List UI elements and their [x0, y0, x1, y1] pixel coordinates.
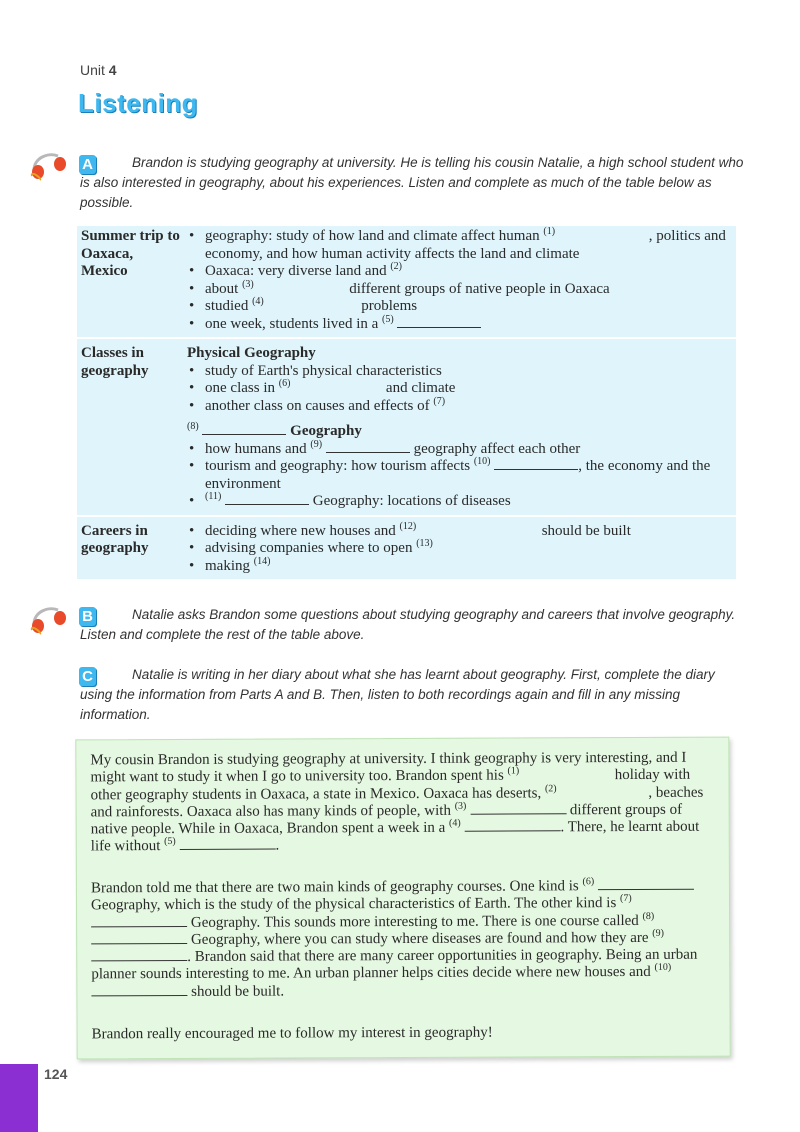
list-item: • Oaxaca: very diverse land and $^{(2)}$: [187, 263, 732, 281]
answer-line[interactable]: [91, 984, 187, 996]
page-edge-tab: [0, 1064, 38, 1132]
row-header: Careers in geography: [81, 522, 149, 556]
list-item: • studied $^{(4)}$ problems: [187, 298, 732, 316]
headphones-icon[interactable]: [28, 150, 72, 182]
list-item: • making $^{(14)}$: [187, 558, 732, 576]
answer-line[interactable]: [397, 316, 481, 328]
list-item: • geography: study of how land and climate affect human $^{(1)}$ , politics and economy, and how human activity affects the land and climate: [187, 228, 732, 263]
table-row: [77, 339, 736, 517]
diary-paragraph-2: Brandon told me that there are two main kinds of geography courses. One kind is $^{(6)}$ Geography, which is the study of the physical characteristics of Earth. The other kind is $^{(7)}$ Geography. This sounds more interesting to me. There is one course called $^{(8)}$ Geography, where you can study where diseases are found and how they are $^{(9)}$ . Brandon said that there are many career opportunities in geography. Being an urban planner sounds interesting to me. An urban planner helps cities decide where new houses and $^{(10)}$ should be built.: [90, 876, 698, 1000]
answer-line[interactable]: [464, 819, 560, 831]
subheading: Physical Geography: [187, 345, 316, 361]
page-title: Listening: [78, 88, 199, 118]
answer-line[interactable]: [494, 458, 578, 470]
headphones-icon[interactable]: [28, 604, 72, 636]
row-content: [183, 517, 736, 580]
row-content: [183, 339, 736, 515]
subheading: $^{(8)}$ Geography: [187, 421, 362, 439]
page-number: 124: [44, 1066, 68, 1082]
list-item: • deciding where new houses and $^{(12)}$ should be built: [187, 523, 732, 541]
answer-line[interactable]: [91, 932, 187, 944]
section-b-badge: B: [79, 607, 96, 626]
section-a-instructions: Brandon is studying geography at university. He is telling his cousin Natalie, a high school student who is also interested in geography, about his experiences. Listen and complete as much of the table below as possible.: [80, 155, 744, 210]
list-item: • how humans and $^{(9)}$ geography affect each other: [187, 441, 732, 459]
answer-line[interactable]: [179, 838, 275, 850]
list-item: • one class in $^{(6)}$ and climate: [187, 380, 732, 398]
row-header: Classes in geography: [81, 345, 149, 379]
table-row: [77, 517, 736, 580]
unit-label: [80, 62, 117, 78]
row-header: Summer trip to Oaxaca, Mexico: [81, 228, 180, 279]
list-item: • tourism and geography: how tourism affects $^{(10)}$ , the economy and the environment: [187, 458, 732, 493]
answer-line[interactable]: [470, 802, 566, 814]
unit-number: 4: [108, 62, 117, 78]
diary-paragraph-1: My cousin Brandon is studying geography at university. I think geography is very interesting, and I might want to study it when I go to university too. Brandon spent his $^{(1)}$ holiday with other geography students in Oaxaca, a state in Mexico. Oaxaca has deserts, $^{(2)}$ , beaches and rainforests. Oaxaca also has many kinds of people, with $^{(3)}$ different groups of native people. While in Oaxaca, Brandon spent a week in a $^{(4)}$ . There, he learnt about life without $^{(5)}$ .: [90, 749, 704, 855]
list-item: • about $^{(3)}$ different groups of native people in Oaxaca: [187, 281, 732, 299]
answer-line[interactable]: [91, 949, 187, 961]
notes-table: [77, 226, 736, 579]
answer-line[interactable]: [91, 915, 187, 927]
answer-line[interactable]: [225, 493, 309, 505]
list-item: • advising companies where to open $^{(13)}$: [187, 540, 732, 558]
row-content: [183, 226, 736, 337]
table-row: [77, 226, 736, 339]
diary-note: [75, 737, 730, 1060]
list-item: • $^{(11)}$ Geography: locations of diseases: [187, 493, 732, 511]
section-b-instructions: Natalie asks Brandon some questions about studying geography and careers that involve geography. Listen and complete the rest of the table above.: [80, 607, 736, 642]
section-c-instructions: Natalie is writing in her diary about what she has learnt about geography. First, complete the diary using the information from Parts A and B. Then, listen to both recordings again and fill in any missing information.: [80, 667, 715, 722]
answer-line[interactable]: [326, 441, 410, 453]
list-item: • another class on causes and effects of $^{(7)}$: [187, 398, 732, 416]
section-a-badge: A: [79, 155, 96, 174]
diary-paragraph-3: Brandon really encouraged me to follow my interest in geography!: [91, 1024, 493, 1043]
list-item: • study of Earth's physical characteristics: [187, 363, 732, 381]
section-c-badge: C: [79, 667, 96, 686]
list-item: • one week, students lived in a $^{(5)}$: [187, 316, 732, 334]
answer-line[interactable]: [598, 878, 694, 890]
answer-line[interactable]: [202, 423, 286, 435]
unit-word: Unit: [80, 62, 105, 78]
